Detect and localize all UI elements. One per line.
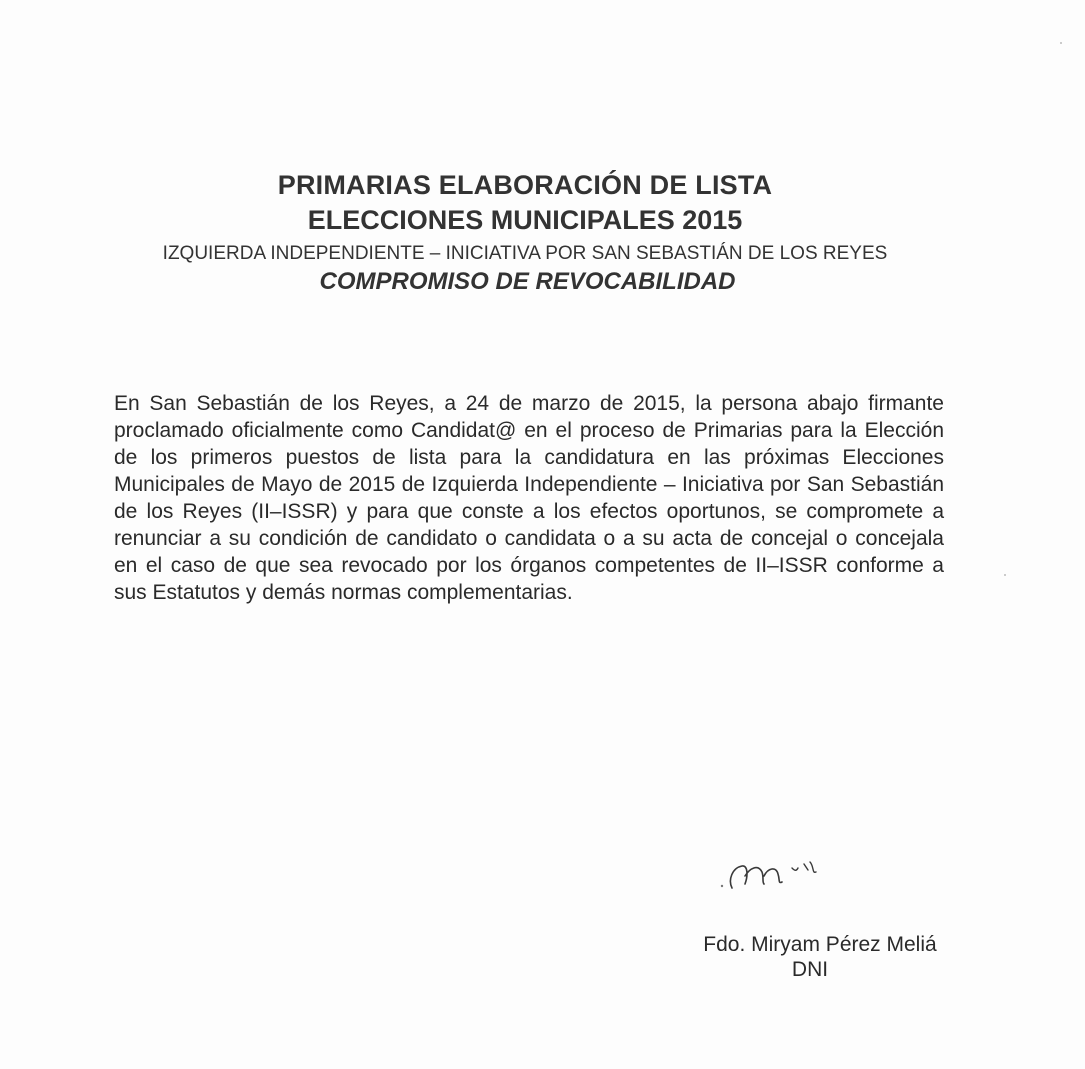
declaration-paragraph: En San Sebastián de los Reyes, a 24 de marzo de 2015, la persona abajo firmante proclamado oficialmente como Candidat@ en el proceso de Primarias para la Elección de los primeros puestos de lista para la candidatura en las próximas Elecciones Municipales de Mayo de 2015 de Izquierda Independiente – Iniciativa por San Sebastián de los Reyes (II–ISSR) y para que conste a los efectos oportunos, se compromete a renunciar a su condición de candidato o candidata o a su acta de concejal o concejala en el caso de que sea revocado por los órganos competentes de II–ISSR conforme a sus Estatutos y demás normas complementarias.	[114, 392, 944, 604]
dni-label: DNI	[791, 958, 829, 981]
signer-name: Fdo. Miryam Pérez Meliá	[703, 933, 937, 956]
commitment-heading: COMPROMISO DE REVOCABILIDAD	[319, 268, 736, 295]
document-title-line-1: PRIMARIAS ELABORACIÓN DE LISTA	[277, 170, 773, 200]
scan-speck	[1004, 574, 1006, 576]
handwritten-signature	[718, 850, 838, 900]
organization-subtitle: IZQUIERDA INDEPENDIENTE – INICIATIVA POR SAN SEBASTIÁN DE LOS REYES	[162, 243, 888, 264]
document-title-line-2: ELECCIONES MUNICIPALES 2015	[307, 205, 743, 235]
scan-speck	[1060, 42, 1062, 44]
